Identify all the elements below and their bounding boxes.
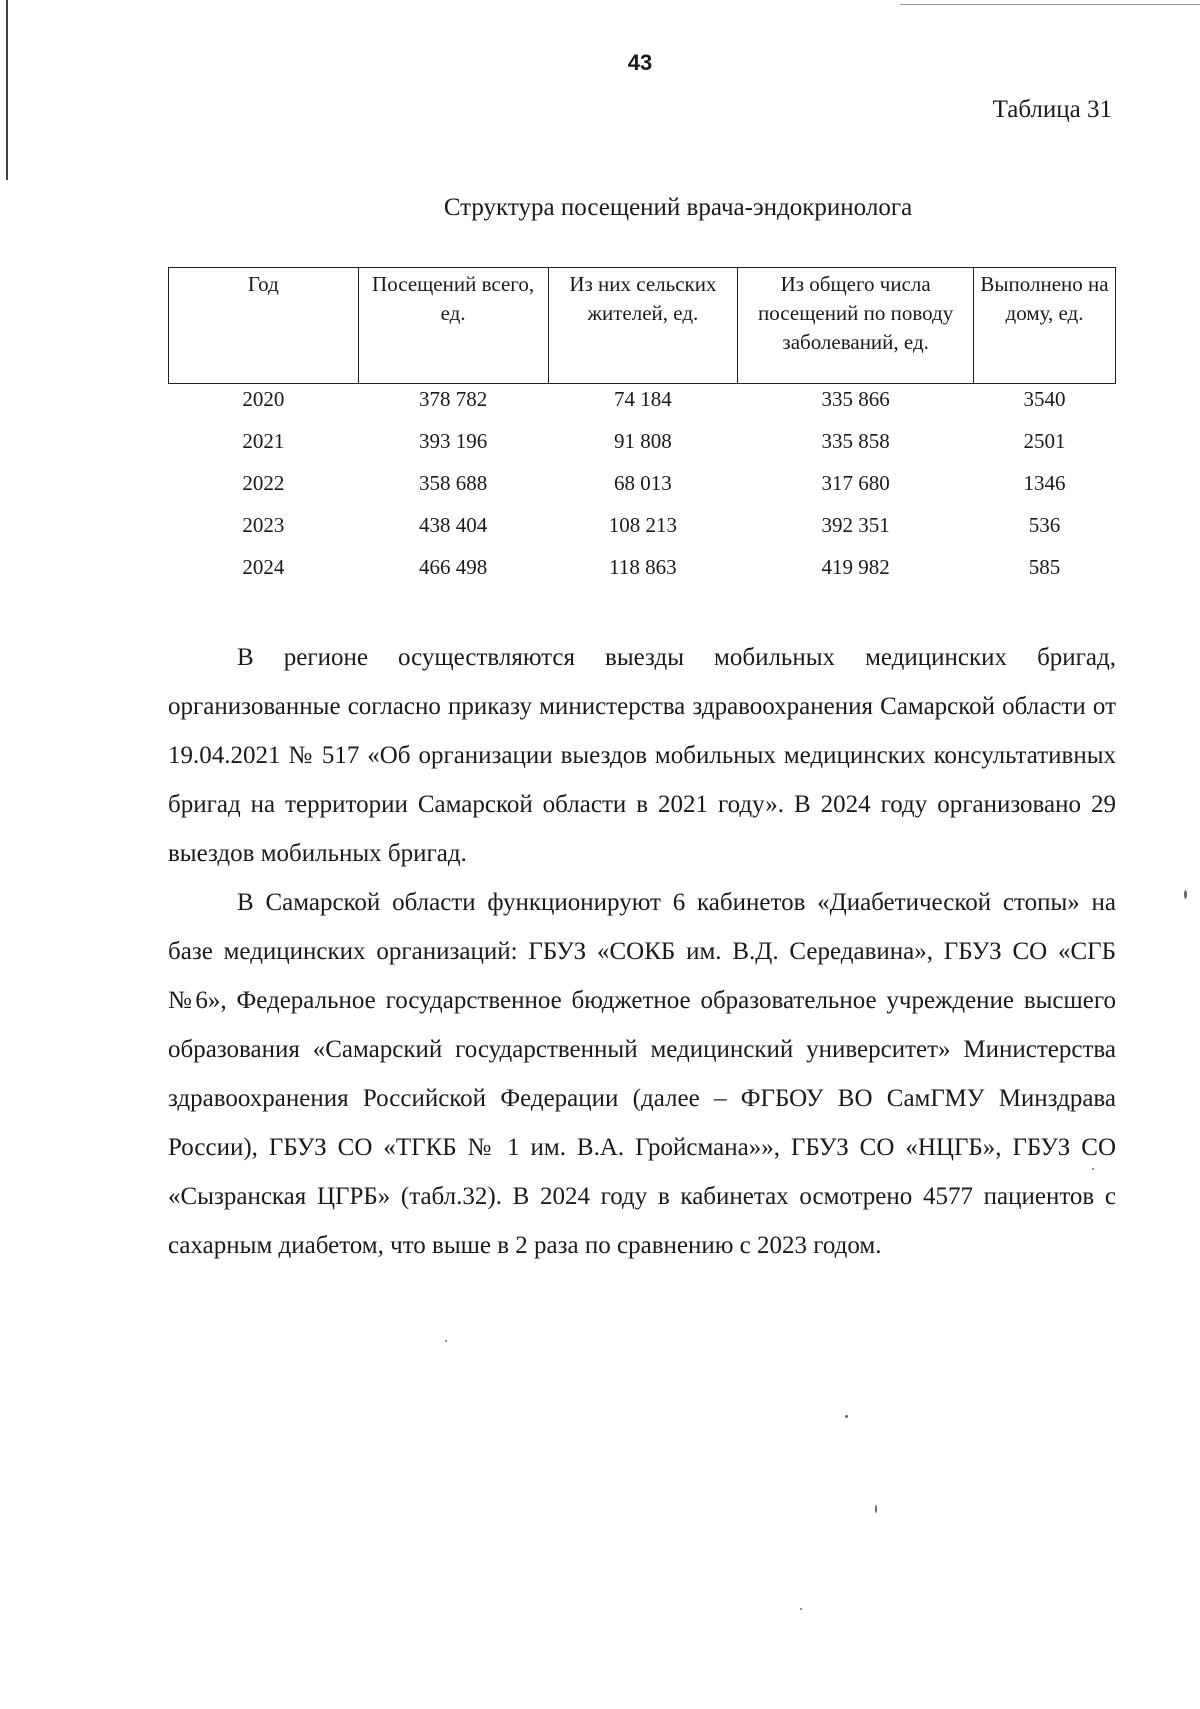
- scan-speck: [1184, 890, 1187, 899]
- table-row: [169, 384, 1116, 427]
- scan-speck: [1092, 1168, 1094, 1170]
- header-rural-residents: Из них сельских жителей, ед.: [548, 268, 738, 384]
- table-row: [169, 510, 1116, 552]
- cell-disease-visits: 419 982: [821, 555, 890, 579]
- cell-rural-residents: 68 013: [614, 471, 672, 495]
- cell-home-visits: 1346: [1023, 471, 1066, 495]
- table-label: Таблица 31: [992, 96, 1112, 123]
- table-row: [169, 426, 1116, 468]
- scan-speck: [875, 1505, 877, 1513]
- header-total-visits: Посещений всего, ед.: [358, 268, 548, 384]
- cell-home-visits: 536: [1028, 513, 1061, 537]
- scan-speck: [800, 1608, 802, 1610]
- scan-edge-line: [6, 0, 8, 180]
- body-text: [168, 633, 1116, 1270]
- cell-total-visits: 393 196: [418, 429, 488, 453]
- cell-total-visits: 378 782: [418, 387, 488, 411]
- cell-rural-residents: 108 213: [608, 513, 678, 537]
- cell-total-visits: 466 498: [418, 555, 488, 579]
- scan-top-line: [900, 4, 1200, 5]
- cell-disease-visits: 392 351: [821, 513, 890, 537]
- table-row: [169, 468, 1116, 510]
- scan-speck: [845, 1415, 848, 1418]
- cell-total-visits: 438 404: [418, 513, 488, 537]
- table-header-row: [169, 268, 1116, 384]
- paragraph-mobile-brigades: В регионе осуществляются выезды мобильных медицинских бригад, организованные согласно приказу министерства здравоохранения Самарской области от 19.04.2021 № 517 «Об организации выездов мобильных медицинских консультативных бригад на территории Самарской области в 2021 году». В 2024 году организовано 29 выездов мобильных бригад.: [168, 644, 1116, 867]
- scan-speck: [445, 1340, 447, 1342]
- cell-year: 2020: [242, 387, 285, 411]
- cell-home-visits: 585: [1028, 555, 1061, 579]
- cell-home-visits: 2501: [1023, 429, 1066, 453]
- cell-year: 2022: [242, 471, 285, 495]
- cell-year: 2021: [242, 429, 285, 453]
- paragraph-diabetic-foot: В Самарской области функционируют 6 кабинетов «Диабетической стопы» на базе медицинских организаций: ГБУЗ «СОКБ им. В.Д. Середавина», ГБУЗ СО «СГБ №6», Федеральное государственное бюджетное образовательное учреждение высшего образования «Самарский государственный медицинский университет» Министерства здравоохранения Российской Федерации (далее – ФГБОУ ВО СамГМУ Минздрава России), ГБУЗ СО «ТГКБ № 1 им. В.А. Гройсмана»», ГБУЗ СО «НЦГБ», ГБУЗ СО «Сызранская ЦГРБ» (табл.32). В 2024 году в кабинетах осмотрено 4577 пациентов с сахарным диабетом, что выше в 2 раза по сравнению с 2023 годом.: [168, 889, 1116, 1259]
- page-number: 43: [627, 50, 653, 75]
- header-home-visits: Выполнено на дому, ед.: [974, 268, 1116, 384]
- cell-disease-visits: 317 680: [821, 471, 890, 495]
- cell-year: 2023: [242, 513, 285, 537]
- cell-rural-residents: 74 184: [614, 387, 672, 411]
- cell-total-visits: 358 688: [418, 471, 488, 495]
- visits-table: [168, 267, 1116, 594]
- header-year: Год: [169, 268, 359, 384]
- cell-disease-visits: 335 866: [821, 387, 890, 411]
- cell-rural-residents: 91 808: [614, 429, 672, 453]
- cell-disease-visits: 335 858: [821, 429, 890, 453]
- cell-home-visits: 3540: [1023, 387, 1066, 411]
- cell-rural-residents: 118 863: [609, 555, 677, 579]
- table-title: Структура посещений врача-эндокринолога: [443, 194, 913, 221]
- table-row: [169, 552, 1116, 594]
- header-disease-visits: Из общего числа посещений по поводу заболеваний, ед.: [738, 268, 974, 384]
- cell-year: 2024: [242, 555, 285, 579]
